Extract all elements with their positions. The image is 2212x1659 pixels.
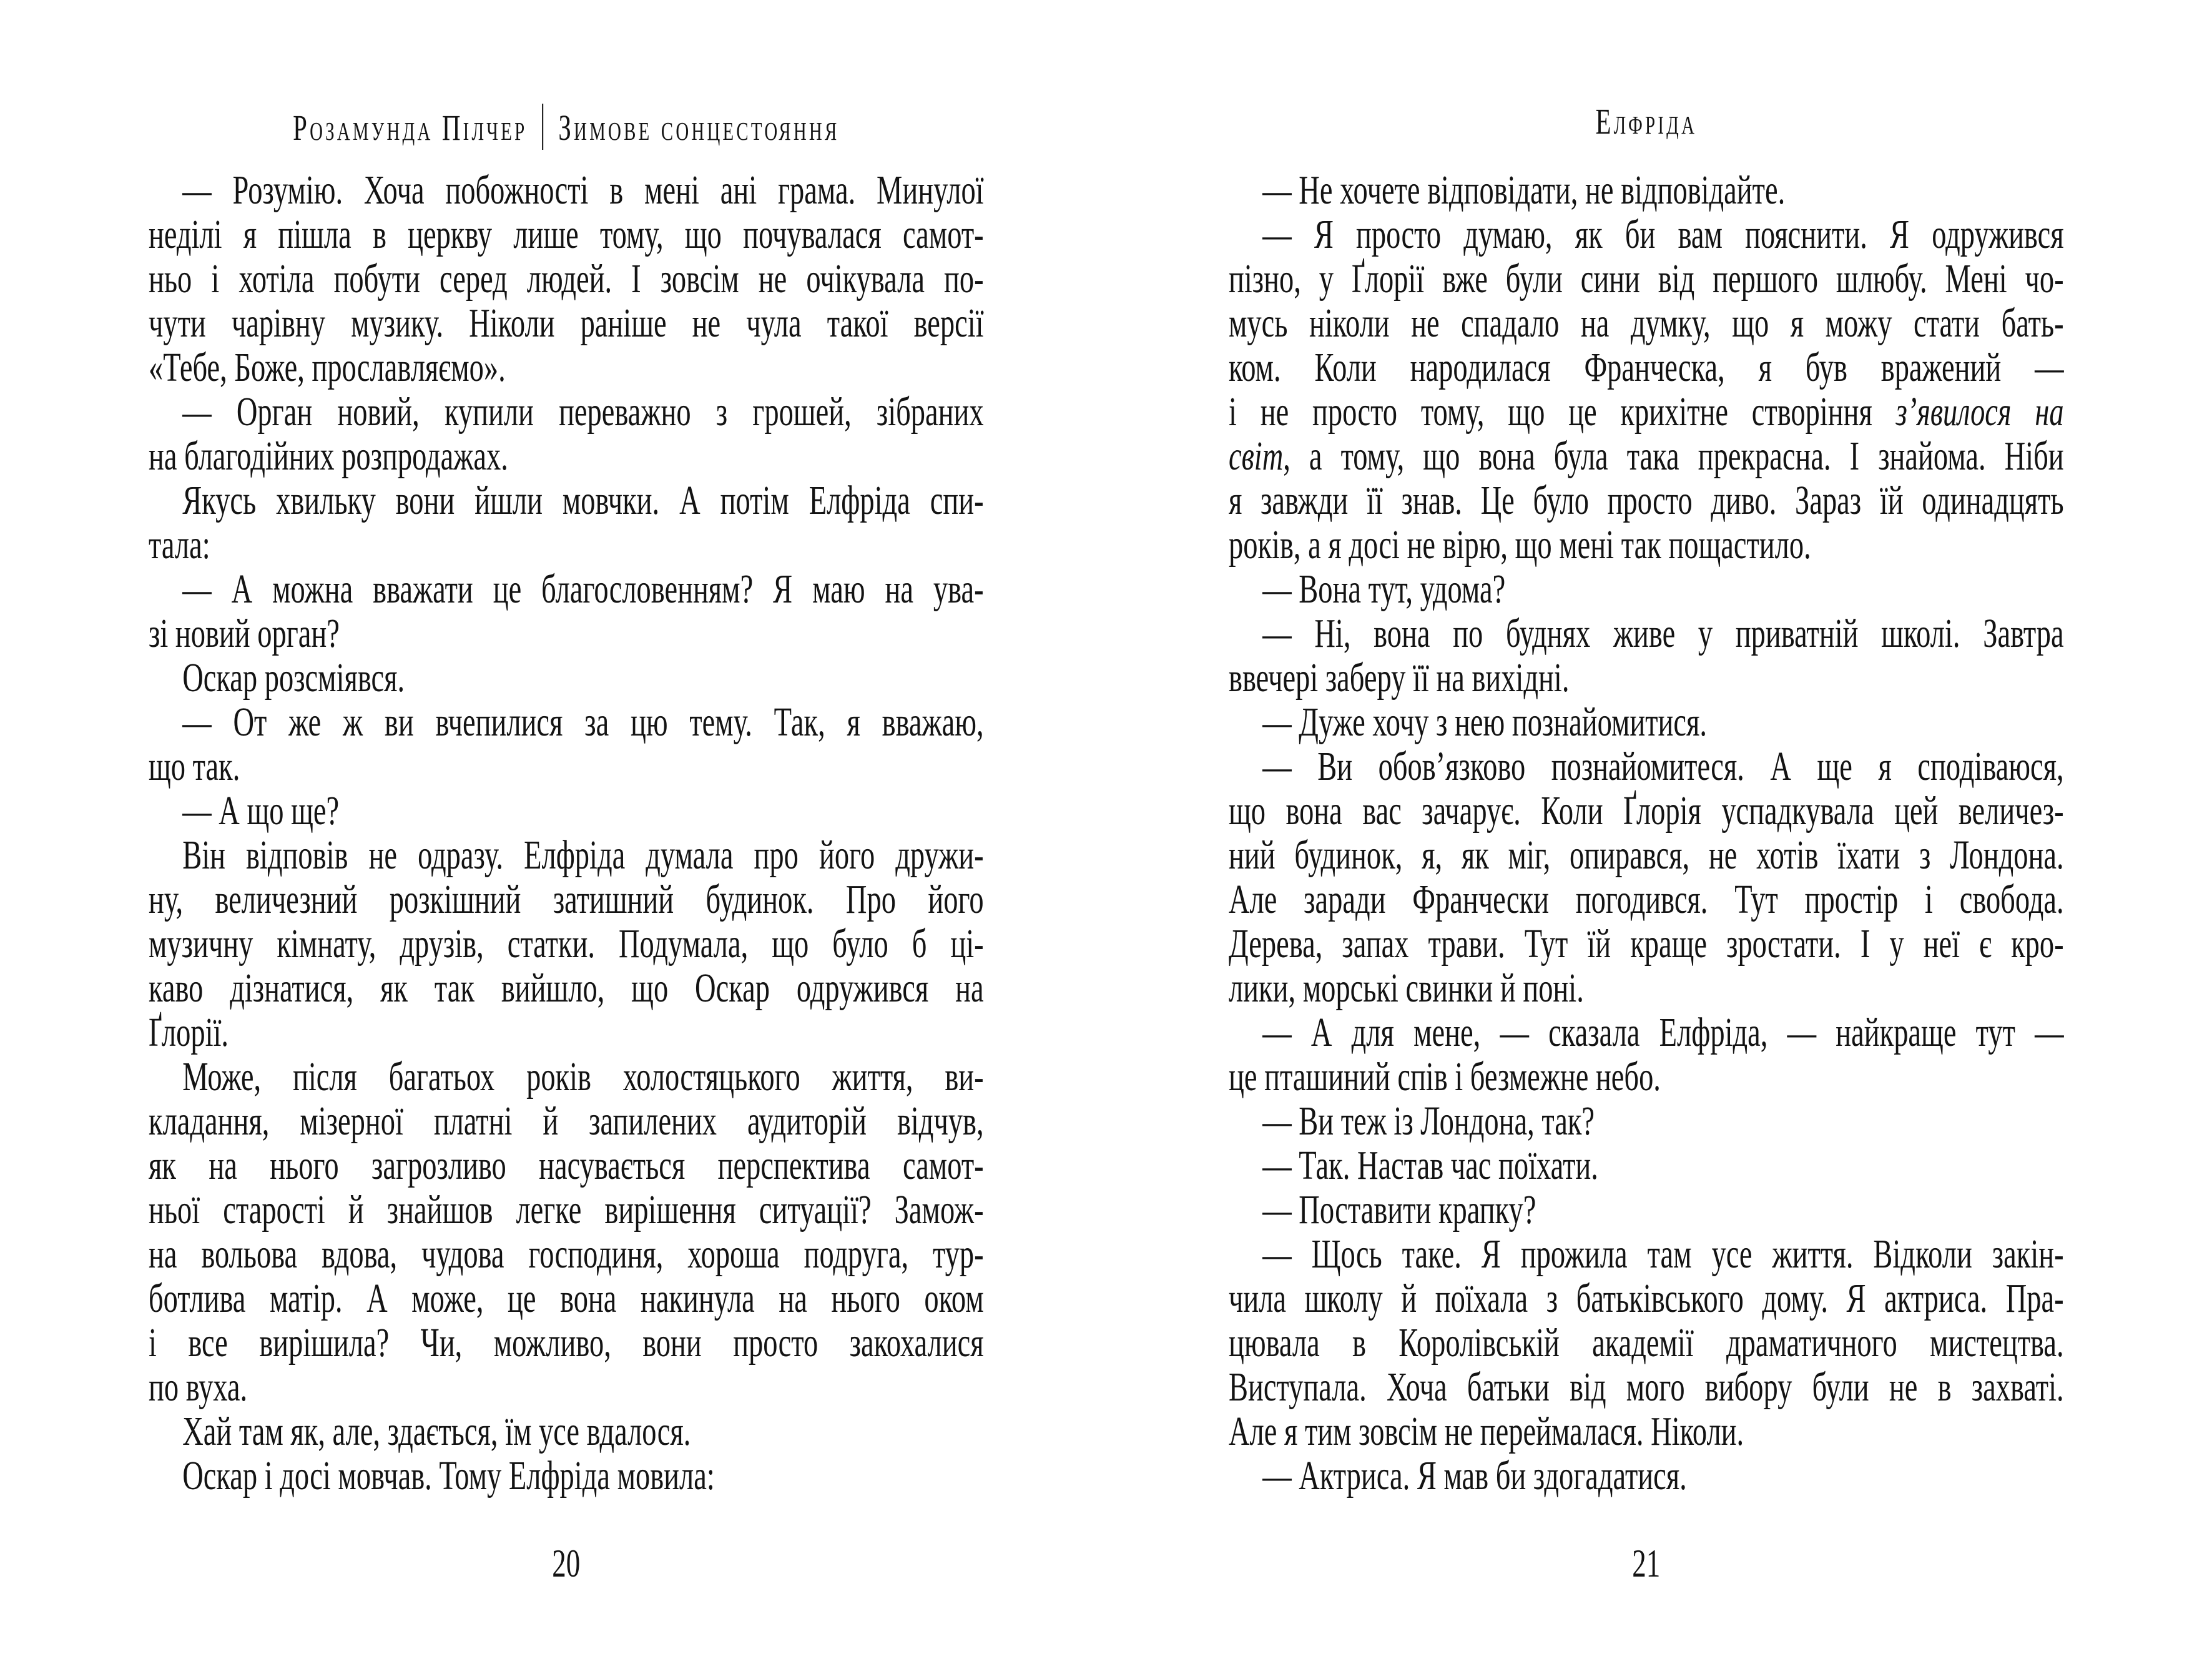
text-line: що вона вас зачарує. Коли Ґлорія успадкувала цей величез- — [1229, 788, 2064, 834]
text-line: цювала в Королівській академії драматичного мистецтва. — [1229, 1320, 2064, 1366]
page-number: 20 — [552, 1541, 581, 1585]
text-line: на благодійних розпродажах. — [149, 433, 508, 479]
text-line: — Ви обов’язково познайомитеся. А ще я сподіваюся, — [1262, 744, 2064, 789]
text-line: Ґлорії. — [149, 1010, 229, 1055]
text-line: на вольова вдова, чудова господиня, хороша подруга, тур- — [149, 1231, 984, 1277]
header-author: Розамунда Пілчер — [293, 107, 528, 148]
text-line: світ, а тому, що вона була така прекрасна. І знайома. Ніби — [1229, 433, 2064, 479]
text-line: Але я тим зовсім не переймалася. Ніколи. — [1229, 1409, 1744, 1454]
text-line: Виступала. Хоча батьки від мого вибору були не в захваті. — [1229, 1364, 2064, 1410]
text-line: зі новий орган? — [149, 611, 340, 656]
text-line: і не просто тому, що це крихітне створіння з’явилося на — [1229, 389, 2064, 435]
text-line: ввечері заберу її на вихідні. — [1229, 655, 1570, 701]
header-chapter-title: Елфріда — [1595, 101, 1698, 142]
page-right — [1229, 101, 2064, 1602]
text-line: — Розумію. Хоча побожності в мені ані грама. Минулої — [182, 167, 984, 213]
text-line: музичну кімнату, друзів, статки. Подумала, що було б ці- — [149, 921, 984, 967]
text-line: — Актриса. Я мав би здогадатися. — [1262, 1453, 1687, 1499]
text-line: ботлива матір. А може, це вона накинула на нього оком — [149, 1276, 984, 1321]
text-line: — Не хочете відповідати, не відповідайте. — [1262, 167, 1786, 213]
text-line: ньо і хотіла побути серед людей. І зовсім не очікувала по- — [149, 256, 984, 302]
text-line: що так. — [149, 744, 240, 789]
text-line: кладання, мізерної платні й запилених аудиторій відчув, — [149, 1098, 984, 1144]
text-line: років, а я досі не вірю, що мені так пощастило. — [1229, 522, 1811, 568]
text-line: лики, морські свинки й поні. — [1229, 965, 1584, 1011]
page-left — [149, 104, 984, 1602]
running-header-right — [1229, 101, 2064, 142]
page-text — [1229, 168, 2064, 1498]
text-line: як на нього загрозливо насувається перспектива самот- — [149, 1143, 984, 1188]
text-line: Якусь хвильку вони йшли мовчки. А потім Елфріда спи- — [182, 478, 984, 523]
page-text — [149, 168, 984, 1498]
text-line: і все вирішила? Чи, можливо, вони просто закохалися — [149, 1320, 984, 1366]
text-line: ний будинок, я, як міг, опирався, не хотів їхати з Лондона. — [1229, 832, 2064, 878]
text-line: — Орган новий, купили переважно з грошей, зібраних — [182, 389, 984, 435]
text-line: — Ви теж із Лондона, так? — [1262, 1098, 1595, 1144]
text-line: ну, величезний розкішний затишний будинок. Про його — [149, 877, 984, 922]
text-line: — Щось таке. Я прожила там усе життя. Відколи закін- — [1262, 1231, 2064, 1277]
text-line: неділі я пішла в церкву лише тому, що почувалася самот- — [149, 212, 984, 257]
text-line: Хай там як, але, здається, їм усе вдалося. — [182, 1409, 691, 1454]
text-line: — От же ж ви вчепилися за цю тему. Так, я вважаю, — [182, 699, 984, 745]
text-line: ком. Коли народилася Франческа, я був вражений — — [1229, 345, 2064, 390]
text-line: — А можна вважати це благословенням? Я маю на ува- — [182, 566, 984, 612]
text-line: — Поставити крапку? — [1262, 1187, 1536, 1233]
text-line: Дерева, запах трави. Тут їй краще зростати. І у неї є кро- — [1229, 921, 2064, 967]
text-line: чила школу й поїхала з батьківського дому. Я актриса. Пра- — [1229, 1276, 2064, 1321]
text-line: каво дізнатися, як так вийшло, що Оскар одружився на — [149, 965, 984, 1011]
header-separator — [542, 104, 543, 150]
text-line: я завжди її знав. Це було просто диво. Зараз їй одинадцять — [1229, 478, 2064, 523]
text-line: — Так. Настав час поїхати. — [1262, 1143, 1598, 1188]
text-line: ньої старості й знайшов легке вирішення ситуації? Замож- — [149, 1187, 984, 1233]
text-line: тала: — [149, 522, 210, 568]
text-line: Може, після багатьох років холостяцького життя, ви- — [182, 1054, 984, 1100]
text-line: — А для мене, — сказала Елфріда, — найкраще тут — — [1262, 1010, 2064, 1055]
running-header-left — [149, 104, 984, 150]
text-line: пізно, у Ґлорії вже були сини від першого шлюбу. Мені чо- — [1229, 256, 2064, 302]
text-line: — Дуже хочу з нею познайомитися. — [1262, 699, 1708, 745]
header-book-title: Зимове сонцестояння — [558, 107, 840, 148]
text-line: по вуха. — [149, 1364, 248, 1410]
text-line: — Ні, вона по буднях живе у приватній школі. Завтра — [1262, 611, 2064, 656]
text-line: — Вона тут, удома? — [1262, 566, 1506, 612]
text-line: Оскар і досі мовчав. Тому Елфріда мовила: — [182, 1453, 715, 1499]
text-line: мусь ніколи не спадало на думку, що я можу стати бать- — [1229, 300, 2064, 346]
text-line: Він відповів не одразу. Елфріда думала про його дружи- — [182, 832, 984, 878]
page-number: 21 — [1632, 1541, 1661, 1585]
text-line: Але заради Франчески погодився. Тут простір і свобода. — [1229, 877, 2064, 922]
text-line: чути чарівну музику. Ніколи раніше не чула такої версії — [149, 300, 984, 346]
text-line: — А що ще? — [182, 788, 340, 834]
text-line: Оскар розсміявся. — [182, 655, 405, 701]
text-line: «Тебе, Боже, прославляємо». — [149, 345, 506, 390]
text-line: — Я просто думаю, як би вам пояснити. Я одружився — [1262, 212, 2064, 257]
text-line: це пташиний спів і безмежне небо. — [1229, 1054, 1661, 1100]
